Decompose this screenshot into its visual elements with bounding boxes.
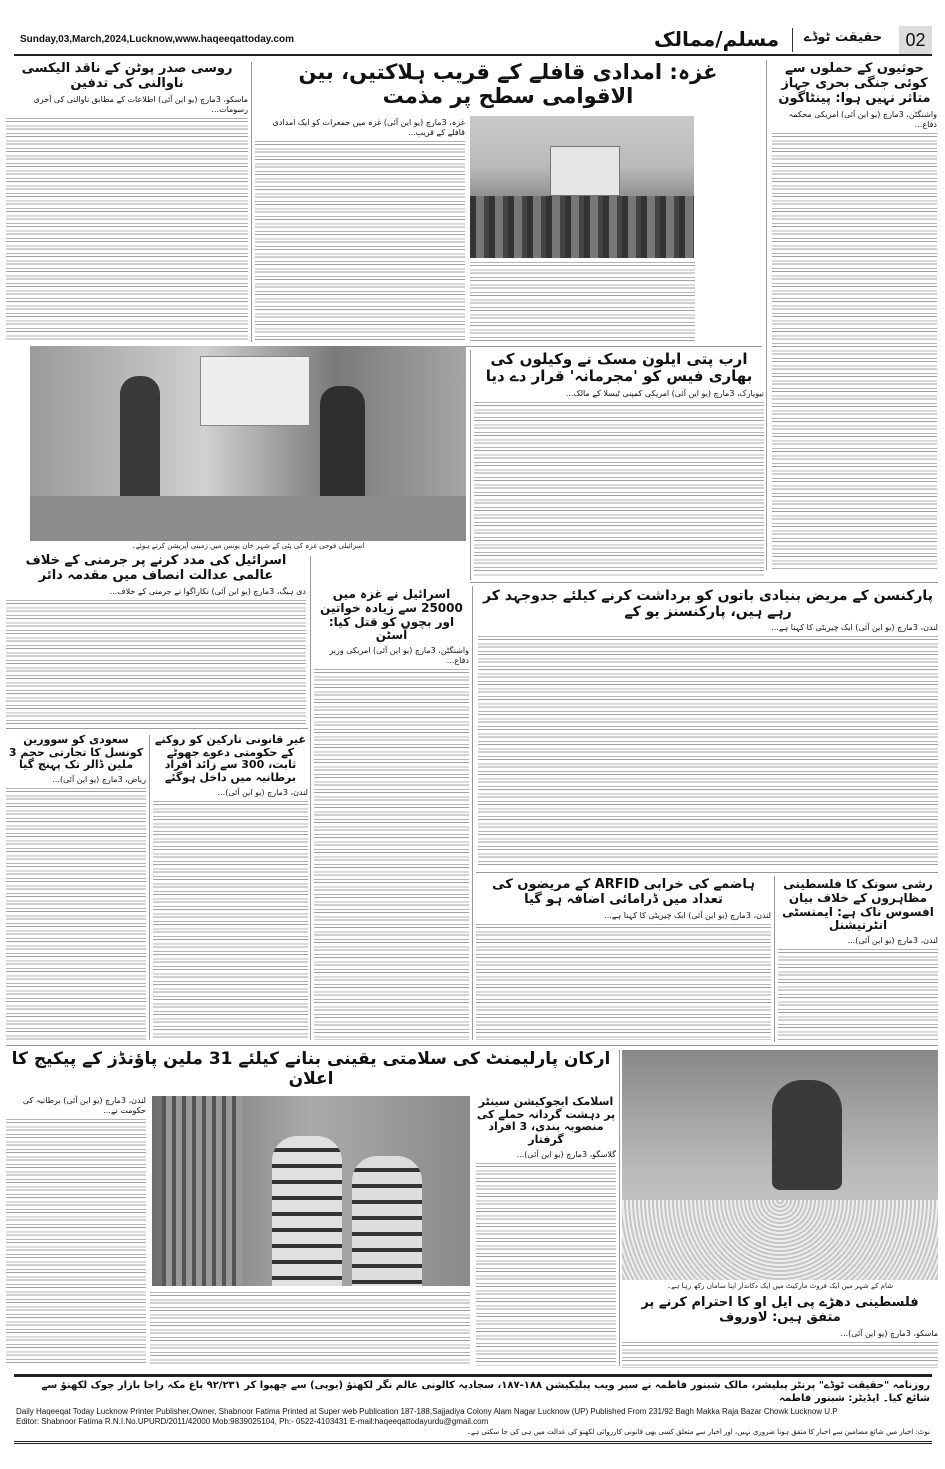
imprint-english: Daily Haqeeqat Today Lucknow Printer Publisher,Owner, Shabnoor Fatima Printed at Super web Publication 187-188,Sajjadiya Colony Alam Nagar Lucknow (UP) Published From 231/92 Bagh Makka Raja Bazar Chowk Lucknow U.P — [16, 1407, 838, 1416]
lead-icj: دی ہیگ، 3مارچ (یو این آئی) نکاراگوا نے جرمنی کے خلاف... — [109, 586, 306, 596]
soldiers-photo — [30, 346, 466, 541]
market-caption: شام کے شہر میں ایک فروٹ مارکیٹ میں ایک دکاندار اپنا سامان رکھ رہا ہے۔ — [667, 1282, 893, 1290]
article-icj — [6, 554, 306, 724]
divider — [766, 60, 767, 570]
article-amnesty — [778, 878, 938, 1040]
lead-parkinson: لندن، 3مارچ (یو این آئی) ایک چیریٹی کا کہنا ہے... — [771, 623, 938, 633]
gaza-aid-photo — [470, 116, 694, 258]
soldiers-caption: اسرائیلی فوجی غزہ کی پٹی کے شہر خان یونس میں زمینی آپریشن کرتے ہوئے۔ — [131, 542, 365, 550]
article-musk — [474, 351, 764, 577]
body-parkinson — [478, 636, 938, 868]
article-navalny — [6, 62, 248, 342]
lead-amnesty: لندن، 3مارچ (یو این آئی)... — [847, 936, 938, 946]
article-islamic-center — [476, 1096, 616, 1366]
lead-houthi: واشنگٹن، 3مارچ (یو این آئی) امریکی محکمہ دفاع... — [788, 109, 937, 129]
section-title: مسلم/ممالک — [654, 27, 780, 51]
lead-austin: واشنگٹن، 3مارچ (یو این آئی) امریکی وزیر دفاع... — [329, 646, 469, 666]
body-musk — [474, 402, 764, 578]
editor-line: Editor: Shabnoor Fatima R.N.I.No.UPURD/2011/42000 Mob:9839025104, Ph:- 0522-4103431 E-mail:haqeeqattodayurdu@gmail.com — [16, 1417, 489, 1426]
article-austin — [314, 588, 469, 1040]
body-icj — [6, 600, 306, 724]
lead-arfid: لندن، 3مارچ (یو این آئی) ایک چیریٹی کا کہنا ہے... — [604, 910, 771, 920]
body-uk-migrants — [153, 801, 308, 1040]
body-gaza-aid-a — [255, 141, 465, 343]
headline-amnesty: رشی سونک کا فلسطینی مظاہروں کے خلاف بیان افسوس ناک ہے: ایمنسٹی انٹرنیشنل — [782, 877, 934, 933]
lead-lavrov: ماسکو، 3مارچ (یو این آئی)... — [840, 1328, 938, 1338]
article-gaza-aid — [255, 118, 465, 343]
disclaimer: نوٹ: اخبار میں شائع مضامین سے اخبار کا متفق ہونا ضروری نہیں، اور اخبار سے متعلق کسی بھی قانونی کارروائی لکھنؤ کی عدالت میں ہی کی جا سکتی ہے۔ — [466, 1428, 930, 1436]
lead-islamic-center: گلاسگو، 3مارچ (یو این آئی)... — [516, 1149, 616, 1159]
market-photo — [622, 1050, 938, 1280]
article-parliament — [6, 1096, 146, 1366]
headline-gaza-aid: غزہ: امدادی قافلے کے قریب ہلاکتیں، بین الاقوامی سطح پر مذمت — [298, 60, 718, 109]
body-islamic-center — [476, 1163, 616, 1366]
divider — [6, 728, 308, 729]
body-gaza-aid-b — [470, 262, 695, 342]
article-parkinson — [478, 588, 938, 868]
lead-musk: نیویارک، 3مارچ (یو این آئی) امریکی کمپنی ٹیسلا کے مالک... — [565, 388, 764, 398]
body-lavrov — [622, 1342, 938, 1368]
divider — [149, 735, 150, 1040]
body-parliament-a — [6, 1119, 146, 1366]
divider — [251, 62, 252, 342]
body-houthi — [772, 133, 937, 570]
body-navalny — [6, 118, 248, 342]
headline-islamic-center: اسلامک ایجوکیشن سینٹر پر دہشت گردانہ حملے کی منصوبہ بندی، 3 افراد گرفتار — [476, 1095, 616, 1146]
headline-lavrov: فلسطینی دھڑے پی ایل او کا احترام کرنے پر متفق ہیں: لاوروف — [641, 1295, 919, 1325]
headline-parkinson: پارکنسن کے مریض بنیادی باتوں کو برداشت کرنے کیلئے جدوجہد کر رہے ہیں، پارکنسنز یو کے — [483, 588, 933, 621]
headline-austin: اسرائیل نے غزہ میں 25000 سے زیادہ خواتین اور بچوں کو قتل کیا: آسٹن — [320, 587, 463, 643]
headline-arfid: ہاضمے کی خرابی ARFID کے مریضوں کی تعداد میں ڈرامائی اضافہ ہو گیا — [492, 877, 755, 907]
paper-logo: حقیقت ٹوڈے — [804, 30, 883, 45]
divider — [774, 876, 775, 1042]
footer — [14, 1374, 932, 1444]
lead-gaza-aid: غزہ، 3مارچ (یو این آئی) غزہ میں جمعرات کو ایک امدادی قافلے کے قریب... — [272, 118, 465, 137]
masthead — [14, 26, 932, 56]
headline-houthi: حوثیوں کے حملوں سے کوئی جنگی بحری جہاز متاثر نہیں ہوا: پینٹاگون — [778, 61, 931, 106]
divider — [619, 1050, 620, 1366]
lead-navalny: ماسکو، 3مارچ (یو این آئی) اطلاعات کے مطابق ناوالنی کی آخری رسومات... — [33, 94, 248, 114]
lead-uk-migrants: لندن، 3مارچ (یو این آئی)... — [217, 787, 308, 797]
article-saudi — [6, 734, 146, 1040]
article-parliament-cont — [150, 1292, 470, 1366]
divider — [792, 28, 793, 52]
lead-parliament: لندن، 3مارچ (یو این آئی) برطانیہ کی حکومت نے... — [22, 1096, 146, 1115]
divider — [6, 1045, 938, 1046]
article-gaza-aid-cont — [470, 262, 695, 342]
imprint-urdu: روزنامہ "حقیقت ٹوڈے" پرنٹر پبلیشر، مالک شبنور فاطمہ نے سپر ویب پبلیکیشن ۱۸۸-۱۸۷، سجادیہ کالونی عالم نگر لکھنؤ (یوپی) سے چھپوا کر ۹۲/۲۳۱ باغ مکہ راجا بازار چوک لکھنؤ سے شائع کیا۔ ایڈیٹر: شبنور فاطمہ — [41, 1380, 930, 1404]
body-amnesty — [778, 949, 938, 1040]
article-lavrov — [622, 1296, 938, 1368]
headline-parliament: ارکان پارلیمنٹ کی سلامتی یقینی بنانے کیلئے 31 ملین پاؤنڈز کے پیکیج کا اعلان — [11, 1049, 611, 1089]
headline-saudi: سعودی کو سوورین کونسل کا تجارتی حجم 3 ملین ڈالر تک پہنچ گیا — [8, 733, 144, 772]
police-photo — [152, 1096, 470, 1286]
body-saudi — [6, 788, 146, 1040]
headline-icj: اسرائیل کی مدد کرنے پر جرمنی کے خلاف عالمی عدالت انصاف میں مقدمہ دائر — [25, 553, 287, 583]
page-number: 02 — [899, 26, 932, 54]
divider — [476, 872, 938, 873]
article-arfid — [476, 878, 771, 1040]
headline-uk-migrants: غیر قانونی تارکین کو روکنے کے حکومتی دعوے جھوٹے ثابت، 300 سے زائد افراد برطانیہ میں داخل ہوگئے — [155, 733, 306, 784]
article-uk-migrants — [153, 734, 308, 1040]
divider — [472, 586, 473, 1040]
body-parliament-b — [150, 1292, 470, 1366]
body-arfid — [476, 924, 771, 1040]
dateline: Sunday,03,March,2024,Lucknow,www.haqeeqattoday.com — [20, 34, 294, 45]
article-houthi — [772, 62, 937, 570]
headline-navalny: روسی صدر پوٹن کے ناقد الیکسی ناوالنی کی تدفین — [21, 61, 233, 91]
divider — [470, 582, 938, 583]
divider — [470, 350, 471, 580]
headline-musk: ارب پتی ایلون مسک نے وکیلوں کی بھاری فیس کو 'مجرمانہ' قرار دے دیا — [485, 350, 753, 386]
divider — [310, 556, 311, 1040]
body-austin — [314, 669, 469, 1040]
lead-saudi: ریاض، 3مارچ (یو این آئی)... — [52, 774, 146, 784]
